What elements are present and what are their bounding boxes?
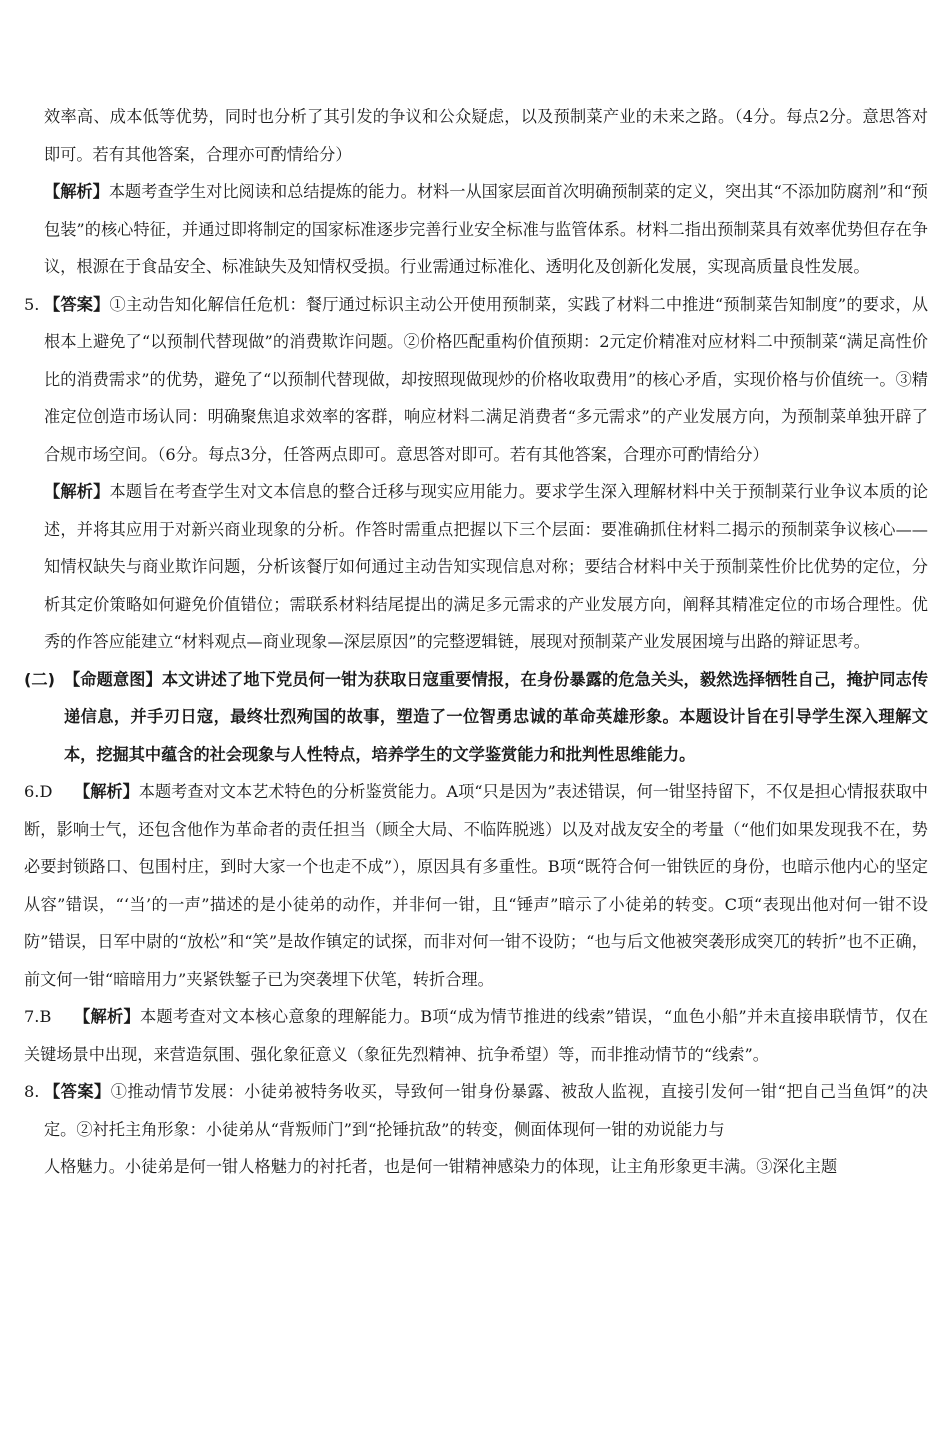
analysis-label: 【解析】 xyxy=(74,782,139,801)
analysis-q4 xyxy=(24,173,928,286)
answer-text: ①主动告知化解信任危机：餐厅通过标识主动公开使用预制菜，实践了材料二中推进“预制菜告知制度”的要求，从根本上避免了“以预制代替现做”的消费欺诈问题。②价格匹配重构价值预期：2元定价精准对应材料二中预制菜“满足高性价比的消费需求”的优势，避免了“以预制代替现做，却按照现做现炒的价格收取费用”的核心矛盾，实现价格与价值统一。③精准定位创造市场认同：明确聚焦追求效率的客群，响应材料二满足消费者“多元需求”的产业发展方向，为预制菜单独开辟了合规市场空间。（6分。每点3分，任答两点即可。意思答对即可。若有其他答案，合理亦可酌情给分） xyxy=(44,294,928,464)
question-number: 7.B xyxy=(24,1007,52,1026)
analysis-label: 【解析】 xyxy=(74,1007,140,1026)
question-number: 8. xyxy=(24,1082,40,1101)
intent-text: 本文讲述了地下党员何一钳为获取日寇重要情报，在身份暴露的危急关头，毅然选择牺牲自己，掩护同志传递信息，并手刃日寇，最终壮烈殉国的故事，塑造了一位智勇忠诚的革命英雄形象。本题设计旨在引导学生深入理解文本，挖掘其中蕴含的社会现象与人性特点，培养学生的文学鉴赏能力和批判性思维能力。 xyxy=(64,669,929,764)
section-number: (二) xyxy=(24,669,55,689)
analysis-label: 【解析】 xyxy=(44,482,110,501)
answer-continuation xyxy=(24,98,928,173)
answer-label: 【答案】 xyxy=(44,1082,111,1101)
question-number: 5. xyxy=(24,294,40,314)
question-5-answer xyxy=(24,286,928,474)
question-6 xyxy=(24,773,928,998)
continuation-text: 效率高、成本低等优势，同时也分析了其引发的争议和公众疑虑，以及预制菜产业的未来之路。（4分。每点2分。意思答对即可。若有其他答案，合理亦可酌情给分） xyxy=(44,107,928,164)
analysis-label: 【解析】 xyxy=(44,182,109,201)
question-5-analysis xyxy=(24,473,928,661)
question-number: 6.D xyxy=(24,782,53,801)
analysis-text: 本题考查对文本核心意象的理解能力。B项“成为情节推进的线索”错误，“血色小船”并未直接串联情节，仅在关键场景中出现，来营造氛围、强化象征意义（象征先烈精神、抗争希望）等，而非推动情节的“线索”。 xyxy=(24,1007,929,1064)
cut-off-line: 人格魅力。小徒弟是何一钳人格魅力的衬托者，也是何一钳精神感染力的体现，让主角形象更丰满。③深化主题 xyxy=(44,1157,838,1176)
section-2-intent xyxy=(24,661,928,774)
analysis-text: 本题考查对文本艺术特色的分析鉴赏能力。A项“只是因为”表述错误，何一钳坚持留下，不仅是担心情报获取中断，影响士气，还包含他作为革命者的责任担当（顾全大局、不临阵脱逃）以及对战友安全的考量（“他们如果发现我不在，势必要封锁路口、包围村庄，到时大家一个也走不成”），原因具有多重性。B项“既符合何一钳铁匠的身份，也暗示他内心的坚定从容”错误，“‘当’的一声”描述的是小徒弟的动作，并非何一钳，且“锤声”暗示了小徒弟的转变。C项“表现出他对何一钳不设防”错误，日军中尉的“放松”和“笑”是故作镇定的试探，而非对何一钳不设防；“也与后文他被突袭形成突兀的转折”也不正确，前文何一钳“暗暗用力”夹紧铁錾子已为突袭埋下伏笔，转折合理。 xyxy=(24,782,928,989)
answer-label: 【答案】 xyxy=(44,294,110,314)
question-7 xyxy=(24,998,928,1073)
analysis-text: 本题考查学生对比阅读和总结提炼的能力。材料一从国家层面首次明确预制菜的定义，突出其“不添加防腐剂”和“预包装”的核心特征，并通过即将制定的国家标准逐步完善行业安全标准与监管体系。材料二指出预制菜具有效率优势但存在争议，根源在于食品安全、标准缺失及知情权受损。行业需通过标准化、透明化及创新化发展，实现高质量良性发展。 xyxy=(44,182,928,276)
intent-label: 【命题意图】 xyxy=(64,669,162,689)
answer-text: ①推动情节发展：小徒弟被特务收买，导致何一钳身份暴露、被敌人监视，直接引发何一钳“把自己当鱼饵”的决定。②衬托主角形象：小徒弟从“背叛师门”到“抡锤抗敌”的转变，侧面体现何一钳的劝说能力与 xyxy=(44,1082,928,1139)
analysis-text: 本题旨在考查学生对文本信息的整合迁移与现实应用能力。要求学生深入理解材料中关于预制菜行业争议本质的论述，并将其应用于对新兴商业现象的分析。作答时需重点把握以下三个层面：要准确抓住材料二揭示的预制菜争议核心——知情权缺失与商业欺诈问题，分析该餐厅如何通过主动告知实现信息对称；要结合材料中关于预制菜性价比优势的定位，分析其定价策略如何避免价值错位；需联系材料结尾提出的满足多元需求的产业发展方向，阐释其精准定位的市场合理性。优秀的作答应能建立“材料观点—商业现象—深层原因”的完整逻辑链，展现对预制菜产业发展困境与出路的辩证思考。 xyxy=(44,482,929,651)
question-8-answer xyxy=(24,1073,928,1176)
